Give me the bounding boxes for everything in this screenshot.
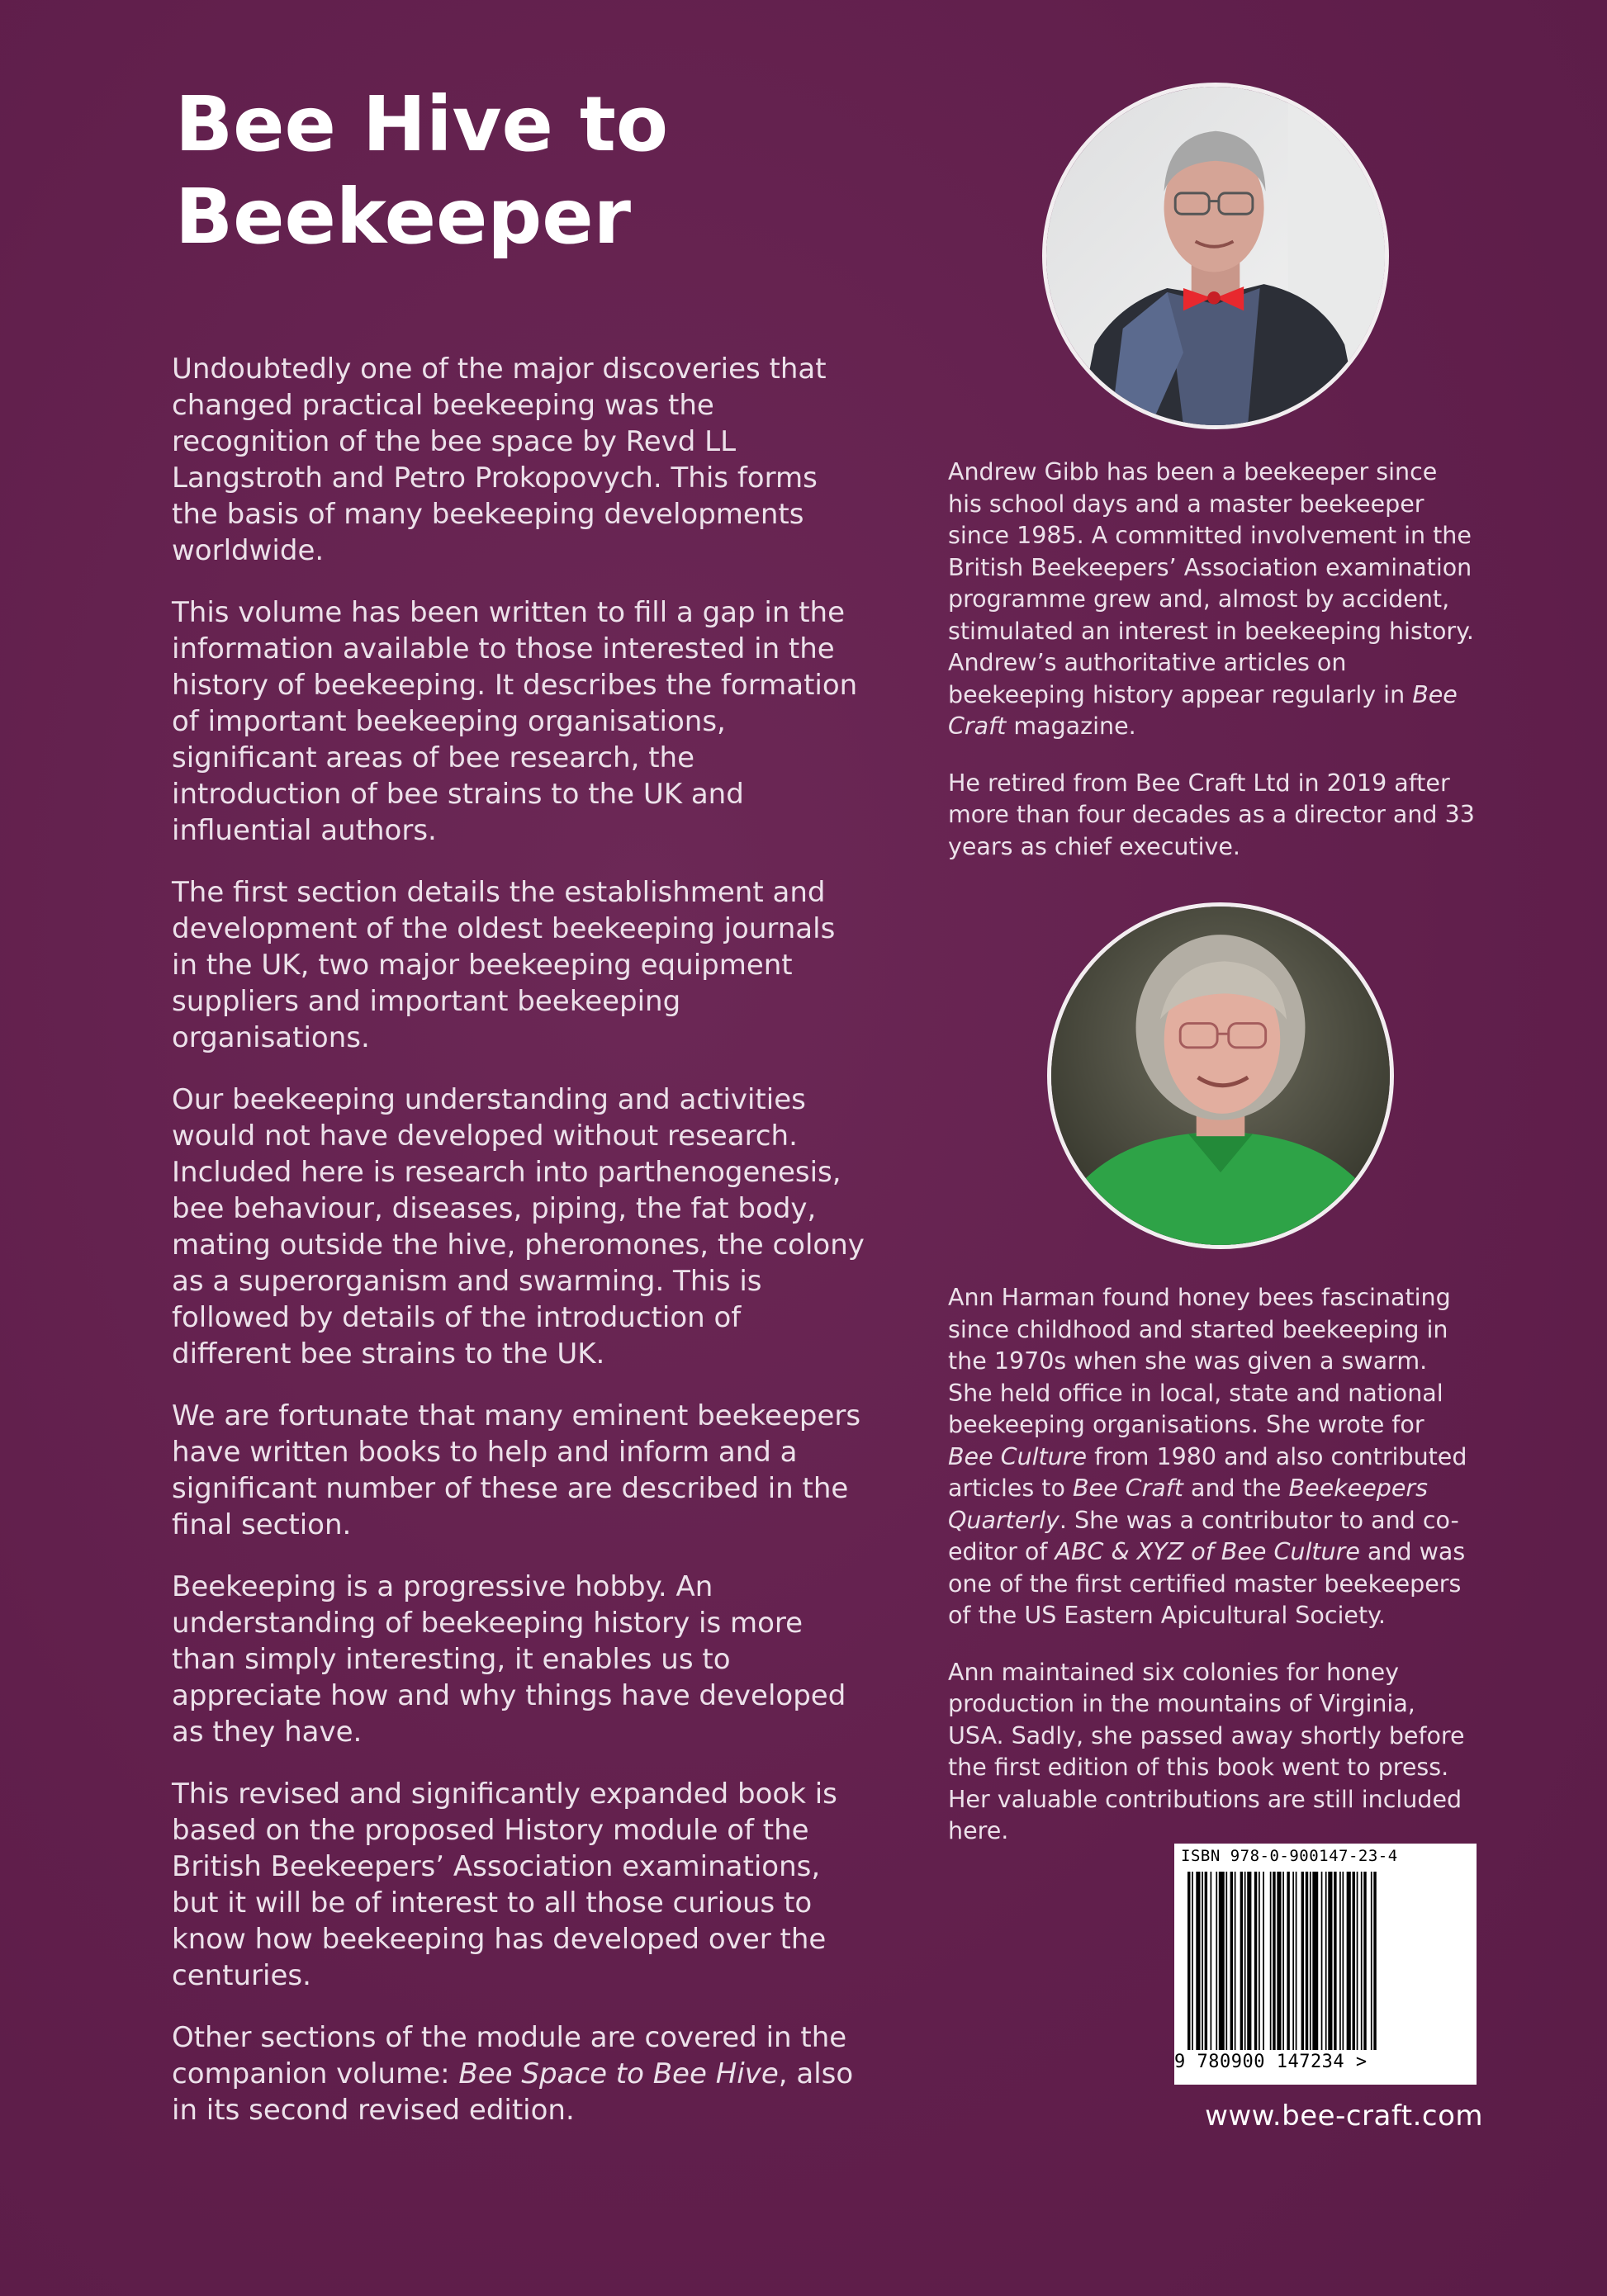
barcode-bar	[1273, 1872, 1275, 2050]
barcode-bar	[1225, 1872, 1227, 2050]
barcode-bar	[1211, 1872, 1212, 2050]
barcode-bar	[1230, 1872, 1233, 2050]
barcode-bar	[1353, 1872, 1355, 2050]
barcode-bar	[1192, 1872, 1193, 2050]
barcode-bar	[1371, 1872, 1372, 2050]
bio-paragraph: He retired from Bee Craft Ltd in 2019 after more than four decades as a director and 33 years as chief executive.	[948, 769, 1475, 860]
barcode-bar	[1373, 1872, 1376, 2050]
barcode-bar	[1325, 1872, 1327, 2050]
barcode-bar	[1244, 1872, 1246, 2050]
barcode-bar	[1301, 1872, 1304, 2050]
companion-volume-title: Bee Space to Bee Hive	[458, 2057, 779, 2090]
barcode-bars	[1187, 1872, 1463, 2050]
text-run: Andrew Gibb has been a beekeeper since his school days and a master beekeeper since 1985. A committed involvement in the British Beekeepers’ Association examination programme grew and, almost by accident, stimulated an interest in beekeeping history. Andrew’s authoritative articles on beekeeping history appear regularly in	[948, 458, 1474, 708]
barcode-bar	[1277, 1872, 1281, 2050]
barcode-bar	[1202, 1872, 1203, 2050]
barcode-bar	[1334, 1872, 1336, 2050]
barcode-bar	[1306, 1872, 1308, 2050]
barcode-bar	[1259, 1872, 1260, 2050]
isbn-label: ISBN 978-0-900147-23-4	[1181, 1847, 1398, 1865]
barcode-bar	[1263, 1872, 1264, 2050]
magazine-title: Bee Craft	[1072, 1475, 1183, 1502]
barcode-bar	[1216, 1872, 1217, 2050]
barcode-bar	[1312, 1872, 1318, 2050]
barcode-bar	[1254, 1872, 1257, 2050]
barcode-bar	[1361, 1872, 1363, 2050]
barcode-bar	[1310, 1872, 1311, 2050]
text-run: magazine.	[1006, 712, 1136, 740]
description-paragraph: This revised and significantly expanded book is based on the proposed History module of the British Beekeepers’ Association examinations, but it will be of interest to all those curious to know how beekeeping has developed over the centuries.	[172, 1778, 837, 1992]
barcode-bar	[1205, 1872, 1207, 2050]
text-run: from 1980 and also contributed articles to	[948, 1442, 1467, 1502]
barcode-bar	[1240, 1872, 1243, 2050]
barcode-bar	[1247, 1872, 1251, 2050]
description-paragraph: Beekeeping is a progressive hobby. An understanding of beekeeping history is more than simply interesting, it enables us to appreciate how and why things have developed as they have.	[172, 1570, 846, 1749]
description-paragraph: We are fortunate that many eminent beekeepers have written books to help and inform and a significant number of these are described in the final section.	[172, 1399, 861, 1541]
barcode-bar	[1342, 1872, 1344, 2050]
description-paragraph: Our beekeeping understanding and activities would not have developed without research. Included here is research into parthenogenesis, bee behaviour, diseases, piping, the fat body, mating outside the hive, pheromones, the colony as a superorganism and swarming. This is followed by details of the introduction of different bee strains to the UK.	[172, 1083, 865, 1370]
magazine-title: Bee Craft	[948, 680, 1458, 740]
author-bio-ann-harman	[948, 1282, 1477, 1872]
description-paragraph: This volume has been written to fill a gap in the information available to those interested in the history of beekeeping. It describes the formation of important beekeeping organisations, significant areas of bee research, the introduction of bee strains to the UK and influential authors.	[172, 596, 858, 847]
book-title-reference: ABC & XYZ of Bee Culture	[1055, 1538, 1360, 1565]
barcode-bar	[1292, 1872, 1294, 2050]
barcode-bar	[1282, 1872, 1284, 2050]
barcode-bar	[1347, 1872, 1351, 2050]
description-paragraph: Undoubtedly one of the major discoveries that changed practical beekeeping was the recognition of the bee space by Revd LL Langstroth and Petro Prokopovych. This forms the basis of many beekeeping developments worldwide.	[172, 353, 827, 567]
barcode-bar	[1270, 1872, 1272, 2050]
barcode-bar	[1363, 1872, 1366, 2050]
magazine-title: Beekeepers Quarterly	[948, 1475, 1428, 1534]
text-run: and was one of the first certified master beekeepers of the US Eastern Apicultural Society.	[948, 1538, 1466, 1629]
bio-paragraph	[948, 457, 1477, 743]
author-photo-andrew-gibb	[1042, 83, 1389, 429]
title-line-2: Beekeeper	[175, 173, 632, 261]
bio-paragraph	[948, 1282, 1477, 1632]
text-run: and the	[1183, 1475, 1289, 1502]
barcode-bar	[1357, 1872, 1358, 2050]
publisher-website: www.bee-craft.com	[1205, 2100, 1483, 2133]
description-paragraph: The first section details the establishment and development of the oldest beekeeping journals in the UK, two major beekeeping equipment suppliers and important beekeeping organisations.	[172, 876, 836, 1054]
barcode-bar	[1235, 1872, 1236, 2050]
barcode-bar	[1321, 1872, 1323, 2050]
magazine-title: Bee Culture	[948, 1442, 1088, 1470]
text-run: Other sections of the module are covered in the companion volume:	[172, 2021, 847, 2090]
text-run: Ann Harman found honey bees fascinating since childhood and started beekeeping in the 1970s when she was given a swarm. She held office in local, state and national beekeeping organisations. She wrote for	[948, 1284, 1451, 1438]
barcode-bar	[1296, 1872, 1297, 2050]
barcode-bar	[1287, 1872, 1289, 2050]
bio-paragraph: Ann maintained six colonies for honey production in the mountains of Virginia, USA. Sadly, she passed away shortly before the first edition of this book went to press. Her valuable contributions are still included here.	[948, 1658, 1465, 1844]
barcode-bar	[1328, 1872, 1332, 2050]
book-description	[172, 351, 865, 2128]
author-bio-andrew-gibb	[948, 457, 1477, 888]
barcode-bar	[1219, 1872, 1225, 2050]
portrait-woman-illustration	[1051, 907, 1390, 1245]
text-run: . She was a contributor to and co-editor of	[948, 1506, 1459, 1565]
text-run: , also in its second revised edition.	[172, 2057, 854, 2127]
barcode-bar	[1339, 1872, 1341, 2050]
barcode-number: 9 780900 147234 >	[1174, 2052, 1368, 2072]
book-title	[175, 78, 918, 263]
portrait-man-illustration	[1046, 87, 1385, 425]
barcode-bar	[1196, 1872, 1200, 2050]
description-paragraph	[172, 2019, 865, 2128]
title-line-1: Bee Hive to	[175, 80, 669, 168]
barcode-bar	[1187, 1872, 1190, 2050]
author-photo-ann-harman	[1047, 902, 1394, 1249]
isbn-barcode	[1174, 1844, 1477, 2085]
